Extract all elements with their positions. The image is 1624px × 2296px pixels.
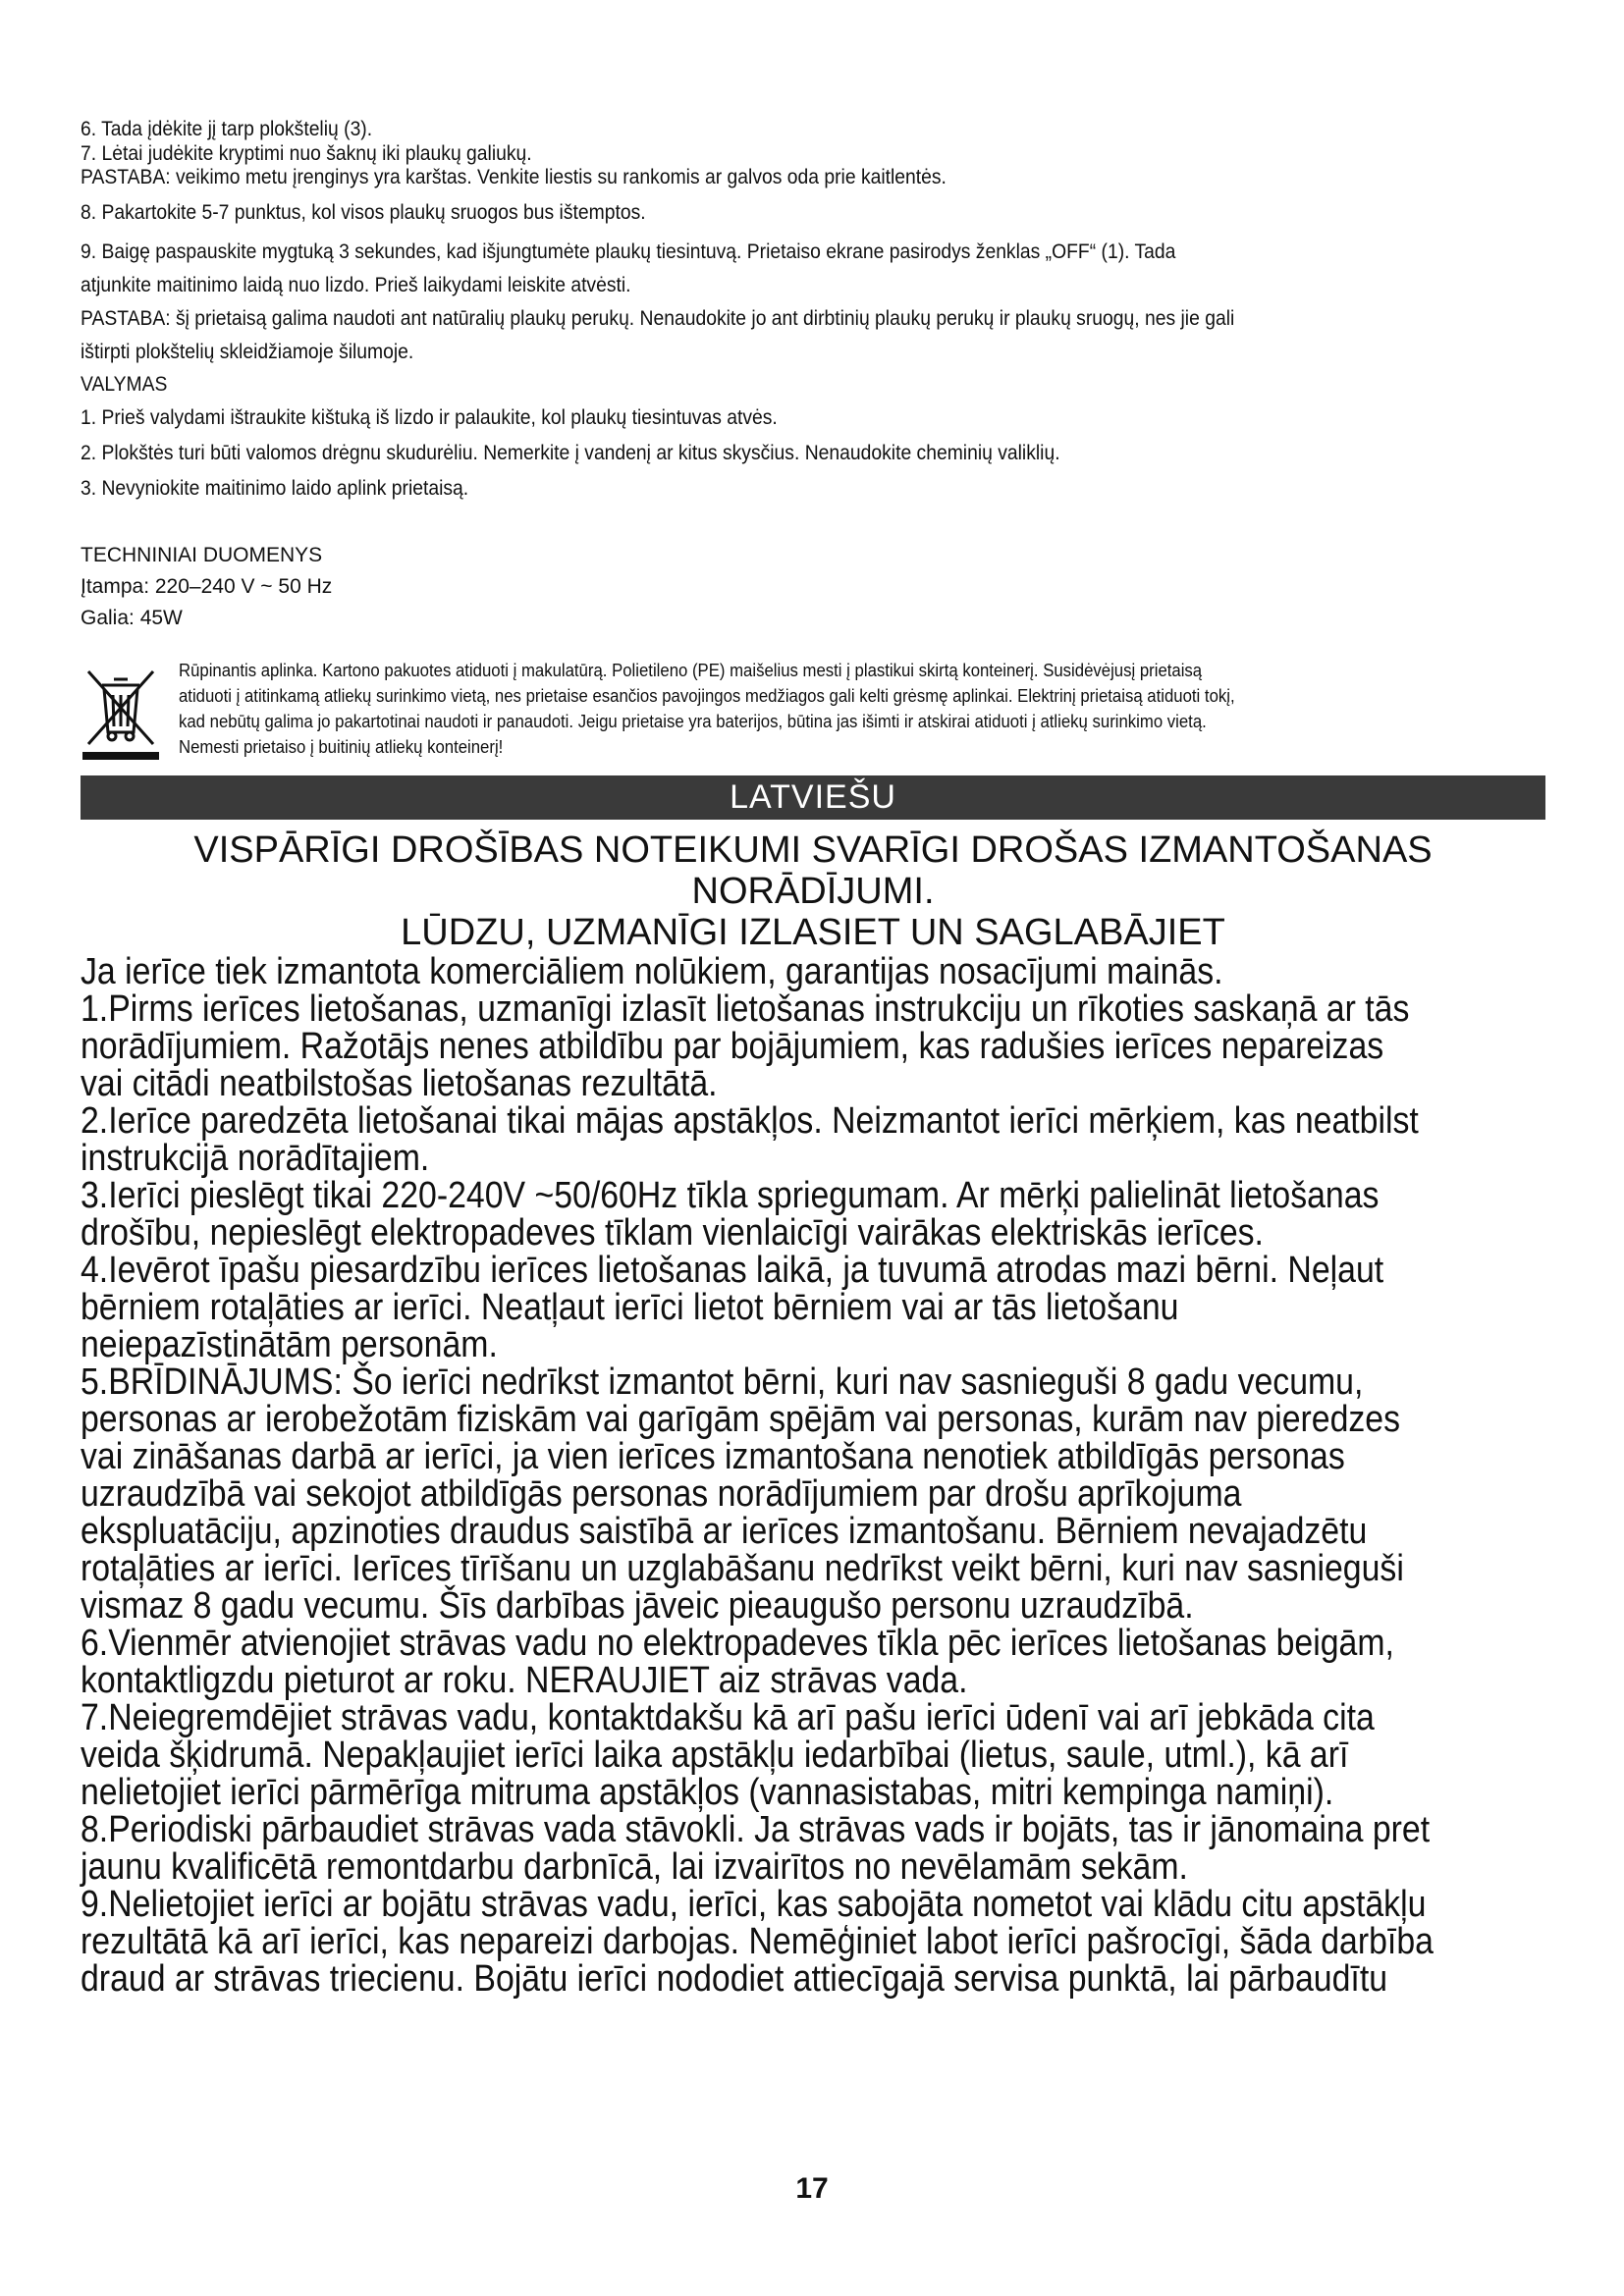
language-banner: LATVIEŠU bbox=[81, 775, 1545, 820]
text-line: vai zināšanas darbā ar ierīci, ja vien ierīces izmantošana nenotiek atbildīgās personas bbox=[81, 1436, 1345, 1477]
step-9-line1: 9. Baigę paspauskite mygtuką 3 sekundes, kad išjungtumėte plaukų tiesintuvą. Prietaiso ekrane pasirodys ženklas „OFF“ (1). Tada bbox=[81, 240, 1176, 263]
wig-note-line1: PASTABA: šį prietaisą galima naudoti ant natūralių plaukų perukų. Nenaudokite jo ant dirbtinių plaukų perukų ir plaukų sruogų, nes jie gali bbox=[81, 307, 1235, 330]
step-6: 6. Tada įdėkite jį tarp plokštelių (3). bbox=[81, 118, 373, 140]
safety-heading-line2: LŪDZU, UZMANĪGI IZLASIET UN SAGLABĀJIET bbox=[401, 912, 1225, 953]
step-7: 7. Lėtai judėkite kryptimi nuo šaknų iki plaukų galiukų. bbox=[81, 142, 532, 165]
text-line: rezultātā kā arī ierīci, kas nepareizi darbojas. Nemēģiniet labot ierīci pašrocīgi, šāda darbība bbox=[81, 1921, 1434, 1962]
safety-heading bbox=[81, 829, 1545, 953]
wig-note-line2: ištirpti plokštelių skleidžiamoje šilumoje. bbox=[81, 341, 414, 363]
tech-specs bbox=[81, 540, 1545, 634]
text-line: 8.Periodiski pārbaudiet strāvas vada stāvokli. Ja strāvas vads ir bojāts, tas ir jānomaina pret bbox=[81, 1809, 1431, 1850]
text-line: veida šķidrumā. Nepakļaujiet ierīci laika apstākļu iedarbībai (lietus, saule, utml.), kā arī bbox=[81, 1735, 1349, 1776]
tech-title: TECHNINIAI DUOMENYS bbox=[81, 544, 323, 566]
text-line: bērniem rotaļāties ar ierīci. Neatļaut ierīci lietot bērniem vai ar tās lietošanu bbox=[81, 1287, 1179, 1328]
text-line: 9.Nelietojiet ierīci ar bojātu strāvas vadu, ierīci, kas sabojāta nometot vai klādu citu apstākļu bbox=[81, 1884, 1427, 1925]
text-line: neiepazīstinātām personām. bbox=[81, 1324, 498, 1365]
recycle-line: kad nebūtų galima jo pakartotinai naudoti ir panaudoti. Jeigu prietaise yra baterijos, būtina jas išimti ir atskirai atiduoti į atliekų surinkimo vietą. bbox=[179, 712, 1207, 731]
step-9-line2: atjunkite maitinimo laidą nuo lizdo. Prieš laikydami leiskite atvėsti. bbox=[81, 274, 631, 296]
text-line: uzraudzībā vai sekojot atbildīgās personas norādījumiem par drošu aprīkojuma bbox=[81, 1473, 1242, 1515]
text-line: 7.Neiegremdējiet strāvas vadu, kontaktdakšu kā arī pašu ierīci ūdenī vai arī jebkāda cita bbox=[81, 1697, 1375, 1738]
hot-note: PASTABA: veikimo metu įrenginys yra karštas. Venkite liestis su rankomis ar galvos oda prie kaitlentės. bbox=[81, 166, 947, 188]
text-line: Ja ierīce tiek izmantota komerciāliem nolūkiem, garantijas nosacījumi mainās. bbox=[81, 951, 1223, 992]
lt-instructions bbox=[81, 116, 1545, 507]
step-8: 8. Pakartokite 5-7 punktus, kol visos plaukų sruogos bus ištemptos. bbox=[81, 201, 646, 224]
lv-safety-text bbox=[81, 953, 1545, 1998]
text-line: norādījumiem. Ražotājs nenes atbildību par bojājumiem, kas radušies ierīces nepareizas bbox=[81, 1026, 1384, 1067]
text-line: 6.Vienmēr atvienojiet strāvas vadu no elektropadeves tīkla pēc ierīces lietošanas beigām, bbox=[81, 1623, 1394, 1664]
cleaning-title: VALYMAS bbox=[81, 373, 168, 396]
text-line: drošību, nepieslēgt elektropadeves tīklam vienlaicīgi vairākas elektriskās ierīces. bbox=[81, 1212, 1264, 1254]
voltage: Įtampa: 220–240 V ~ 50 Hz bbox=[81, 575, 333, 598]
text-line: 2.Ierīce paredzēta lietošanai tikai mājas apstākļos. Neizmantot ierīci mērķiem, kas neatbilst bbox=[81, 1100, 1419, 1142]
crossed-bin-icon bbox=[81, 664, 161, 762]
text-line: kontaktligzdu pieturot ar roku. NERAUJIET aiz strāvas vada. bbox=[81, 1660, 968, 1701]
text-line: 1.Pirms ierīces lietošanas, uzmanīgi izlasīt lietošanas instrukciju un rīkoties saskaņā ar tās bbox=[81, 988, 1410, 1030]
text-line: draud ar strāvas triecienu. Bojātu ierīci nododiet attiecīgajā servisa punktā, lai pārbaudītu bbox=[81, 1958, 1388, 2000]
cleaning-2: 2. Plokštės turi būti valomos drėgnu skudurėliu. Nemerkite į vandenį ar kitus skysčius. Nenaudokite cheminių valiklių. bbox=[81, 442, 1060, 464]
text-line: 5.BRĪDINĀJUMS: Šo ierīci nedrīkst izmantot bērni, kuri nav sasnieguši 8 gadu vecumu, bbox=[81, 1362, 1364, 1403]
recycle-notice bbox=[81, 658, 1545, 766]
safety-heading-line1: VISPĀRĪGI DROŠĪBAS NOTEIKUMI SVARĪGI DROŠAS IZMANTOŠANAS NORĀDĪJUMI. bbox=[193, 829, 1433, 912]
power: Galia: 45W bbox=[81, 607, 183, 629]
text-line: vismaz 8 gadu vecumu. Šīs darbības jāveic pieaugušo personu uzraudzībā. bbox=[81, 1585, 1194, 1627]
recycle-line: Rūpinantis aplinka. Kartono pakuotes atiduoti į makulatūrą. Polietileno (PE) maišelius mesti į plastikui skirtą konteinerį. Susidėvėjusį prietaisą bbox=[179, 661, 1203, 680]
recycle-line: atiduoti į atitinkamą atliekų surinkimo vietą, nes prietaise esančios pavojingos medžiagos gali kelti grėsmę aplinkai. Elektrinį prietaisą atiduoti tokį, bbox=[179, 686, 1235, 706]
text-line: 3.Ierīci pieslēgt tikai 220-240V ~50/60Hz tīkla spriegumam. Ar mērķi palielināt lietošanas bbox=[81, 1175, 1380, 1216]
text-line: vai citādi neatbilstošas lietošanas rezultātā. bbox=[81, 1063, 718, 1104]
page-number: 17 bbox=[795, 2172, 829, 2205]
cleaning-1: 1. Prieš valydami ištraukite kištuką iš lizdo ir palaukite, kol plaukų tiesintuvas atvės. bbox=[81, 406, 778, 429]
text-line: 4.Ievērot īpašu piesardzību ierīces lietošanas laikā, ja tuvumā atrodas mazi bērni. Neļaut bbox=[81, 1250, 1384, 1291]
text-line: jaunu kvalificētā remontdarbu darbnīcā, lai izvairītos no nevēlamām sekām. bbox=[81, 1846, 1188, 1888]
cleaning-3: 3. Nevyniokite maitinimo laido aplink prietaisą. bbox=[81, 477, 469, 500]
text-line: rotaļāties ar ierīci. Ierīces tīrīšanu un uzglabāšanu nedrīkst veikt bērni, kuri nav sasnieguši bbox=[81, 1548, 1404, 1589]
recycle-line: Nemesti prietaiso į buitinių atliekų konteinerį! bbox=[179, 737, 504, 757]
text-line: nelietojiet ierīci pārmērīga mitruma apstākļos (vannasistabas, mitri kempinga namiņi). bbox=[81, 1772, 1334, 1813]
text-line: personas ar ierobežotām fiziskām vai garīgām spējām vai personas, kurām nav pieredzes bbox=[81, 1399, 1401, 1440]
text-line: ekspluatāciju, apzinoties draudus saistībā ar ierīces izmantošanu. Bērniem nevajadzētu bbox=[81, 1511, 1368, 1552]
text-line: instrukcijā norādītajiem. bbox=[81, 1138, 430, 1179]
manual-page bbox=[81, 116, 1545, 1998]
